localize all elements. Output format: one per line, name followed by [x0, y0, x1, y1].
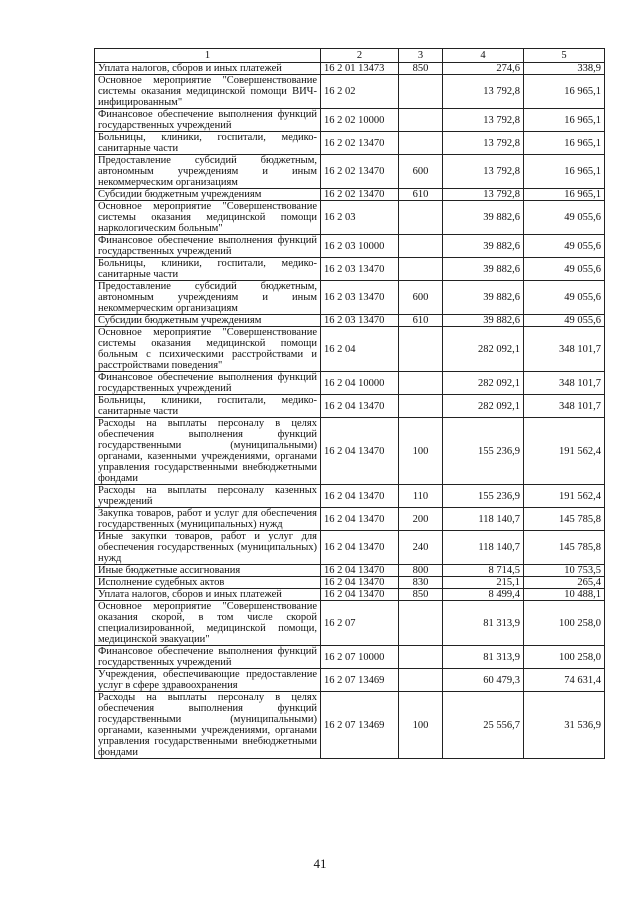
table-row — [95, 669, 605, 692]
cell-amount-col5: 10 488,1 — [524, 589, 605, 601]
cell-code: 16 2 04 10000 — [321, 372, 399, 395]
cell-amount-col4: 39 882,6 — [443, 281, 524, 315]
cell-expense-type: 610 — [399, 189, 443, 201]
cell-amount-col5: 49 055,6 — [524, 281, 605, 315]
cell-name: Финансовое обеспечение выполнения функций государственных учреждений — [95, 235, 321, 258]
budget-table — [94, 48, 605, 759]
cell-amount-col5: 16 965,1 — [524, 109, 605, 132]
table-row — [95, 63, 605, 75]
cell-amount-col5: 16 965,1 — [524, 132, 605, 155]
table-row — [95, 395, 605, 418]
table-row — [95, 577, 605, 589]
cell-expense-type — [399, 601, 443, 646]
cell-code: 16 2 03 — [321, 201, 399, 235]
cell-name: Исполнение судебных актов — [95, 577, 321, 589]
cell-expense-type — [399, 201, 443, 235]
cell-name: Основное мероприятие "Совершенствование системы оказания медицинской помощи больным с психическими расстройствами и расстройствами поведения" — [95, 327, 321, 372]
cell-code: 16 2 02 13470 — [321, 189, 399, 201]
cell-amount-col5: 348 101,7 — [524, 327, 605, 372]
cell-name: Иные закупки товаров, работ и услуг для обеспечения государственных (муниципальных) нужд — [95, 531, 321, 565]
cell-code: 16 2 04 13470 — [321, 531, 399, 565]
table-row — [95, 601, 605, 646]
cell-expense-type: 100 — [399, 692, 443, 759]
table-row — [95, 646, 605, 669]
cell-name: Иные бюджетные ассигнования — [95, 565, 321, 577]
cell-code: 16 2 04 13470 — [321, 565, 399, 577]
table-row — [95, 485, 605, 508]
cell-code: 16 2 04 13470 — [321, 485, 399, 508]
cell-code: 16 2 03 10000 — [321, 235, 399, 258]
cell-code: 16 2 04 — [321, 327, 399, 372]
cell-amount-col5: 348 101,7 — [524, 395, 605, 418]
cell-name: Учреждения, обеспечивающие предоставление услуг в сфере здравоохранения — [95, 669, 321, 692]
cell-amount-col4: 118 140,7 — [443, 531, 524, 565]
cell-amount-col5: 100 258,0 — [524, 601, 605, 646]
table-row — [95, 155, 605, 189]
cell-name: Расходы на выплаты персоналу казенных учреждений — [95, 485, 321, 508]
cell-amount-col4: 13 792,8 — [443, 189, 524, 201]
cell-amount-col4: 39 882,6 — [443, 201, 524, 235]
table-row — [95, 372, 605, 395]
cell-expense-type: 600 — [399, 155, 443, 189]
cell-name: Предоставление субсидий бюджетным, автономным учреждениям и иным некоммерческим организациям — [95, 155, 321, 189]
cell-amount-col5: 49 055,6 — [524, 258, 605, 281]
cell-expense-type — [399, 646, 443, 669]
cell-expense-type — [399, 132, 443, 155]
cell-name: Предоставление субсидий бюджетным, автономным учреждениям и иным некоммерческим организациям — [95, 281, 321, 315]
cell-expense-type — [399, 395, 443, 418]
cell-amount-col4: 39 882,6 — [443, 235, 524, 258]
cell-amount-col5: 338,9 — [524, 63, 605, 75]
cell-name: Основное мероприятие "Совершенствование системы оказания медицинской помощи ВИЧ-инфицированным" — [95, 75, 321, 109]
cell-amount-col4: 13 792,8 — [443, 75, 524, 109]
cell-amount-col4: 8 714,5 — [443, 565, 524, 577]
cell-code: 16 2 04 13470 — [321, 577, 399, 589]
table-row — [95, 418, 605, 485]
table-row — [95, 508, 605, 531]
cell-amount-col4: 8 499,4 — [443, 589, 524, 601]
cell-code: 16 2 04 13470 — [321, 395, 399, 418]
cell-amount-col5: 145 785,8 — [524, 508, 605, 531]
cell-amount-col4: 60 479,3 — [443, 669, 524, 692]
cell-amount-col5: 49 055,6 — [524, 315, 605, 327]
cell-code: 16 2 02 13470 — [321, 155, 399, 189]
table-row — [95, 589, 605, 601]
cell-name: Основное мероприятие "Совершенствование оказания скорой, в том числе скорой специализированной, медицинской помощи, медицинской эвакуации" — [95, 601, 321, 646]
cell-amount-col4: 39 882,6 — [443, 315, 524, 327]
table-header-row — [95, 49, 605, 63]
cell-amount-col4: 155 236,9 — [443, 418, 524, 485]
cell-name: Финансовое обеспечение выполнения функций государственных учреждений — [95, 109, 321, 132]
cell-expense-type: 240 — [399, 531, 443, 565]
cell-expense-type — [399, 372, 443, 395]
cell-expense-type: 600 — [399, 281, 443, 315]
table-row — [95, 235, 605, 258]
cell-expense-type — [399, 669, 443, 692]
cell-name: Расходы на выплаты персоналу в целях обеспечения выполнения функций государственными (муниципальными) органами, казенными учреждениями, органами управления государственными внебюджетными фондами — [95, 692, 321, 759]
cell-code: 16 2 07 10000 — [321, 646, 399, 669]
cell-name: Финансовое обеспечение выполнения функций государственных учреждений — [95, 372, 321, 395]
cell-amount-col4: 25 556,7 — [443, 692, 524, 759]
cell-code: 16 2 02 — [321, 75, 399, 109]
cell-name: Больницы, клиники, госпитали, медико-санитарные части — [95, 258, 321, 281]
cell-amount-col5: 16 965,1 — [524, 189, 605, 201]
cell-amount-col5: 16 965,1 — [524, 75, 605, 109]
cell-name: Субсидии бюджетным учреждениям — [95, 315, 321, 327]
cell-name: Основное мероприятие "Совершенствование системы оказания медицинской помощи наркологическим больным" — [95, 201, 321, 235]
cell-code: 16 2 01 13473 — [321, 63, 399, 75]
cell-amount-col5: 191 562,4 — [524, 485, 605, 508]
cell-expense-type: 110 — [399, 485, 443, 508]
cell-code: 16 2 04 13470 — [321, 589, 399, 601]
cell-amount-col5: 74 631,4 — [524, 669, 605, 692]
cell-name: Закупка товаров, работ и услуг для обеспечения государственных (муниципальных) нужд — [95, 508, 321, 531]
cell-name: Уплата налогов, сборов и иных платежей — [95, 63, 321, 75]
cell-amount-col5: 16 965,1 — [524, 155, 605, 189]
cell-amount-col4: 215,1 — [443, 577, 524, 589]
cell-code: 16 2 04 13470 — [321, 508, 399, 531]
cell-expense-type — [399, 109, 443, 132]
cell-amount-col4: 282 092,1 — [443, 395, 524, 418]
cell-amount-col4: 282 092,1 — [443, 372, 524, 395]
table-row — [95, 531, 605, 565]
cell-expense-type: 850 — [399, 63, 443, 75]
cell-amount-col5: 49 055,6 — [524, 235, 605, 258]
cell-amount-col5: 145 785,8 — [524, 531, 605, 565]
table-row — [95, 258, 605, 281]
cell-expense-type: 850 — [399, 589, 443, 601]
cell-code: 16 2 03 13470 — [321, 281, 399, 315]
cell-code: 16 2 03 13470 — [321, 258, 399, 281]
table-row — [95, 692, 605, 759]
cell-amount-col4: 118 140,7 — [443, 508, 524, 531]
cell-expense-type: 800 — [399, 565, 443, 577]
cell-amount-col5: 348 101,7 — [524, 372, 605, 395]
cell-expense-type — [399, 327, 443, 372]
table-row — [95, 315, 605, 327]
cell-amount-col4: 81 313,9 — [443, 646, 524, 669]
cell-name: Больницы, клиники, госпитали, медико-санитарные части — [95, 395, 321, 418]
table-row — [95, 109, 605, 132]
cell-amount-col4: 13 792,8 — [443, 155, 524, 189]
table-row — [95, 327, 605, 372]
cell-name: Финансовое обеспечение выполнения функций государственных учреждений — [95, 646, 321, 669]
table-row — [95, 201, 605, 235]
cell-code: 16 2 03 13470 — [321, 315, 399, 327]
column-header-2: 2 — [321, 49, 399, 63]
cell-expense-type: 610 — [399, 315, 443, 327]
table-body — [95, 63, 605, 759]
cell-expense-type: 100 — [399, 418, 443, 485]
cell-amount-col5: 49 055,6 — [524, 201, 605, 235]
cell-amount-col5: 100 258,0 — [524, 646, 605, 669]
cell-code: 16 2 02 10000 — [321, 109, 399, 132]
cell-amount-col5: 265,4 — [524, 577, 605, 589]
cell-code: 16 2 04 13470 — [321, 418, 399, 485]
cell-amount-col4: 13 792,8 — [443, 109, 524, 132]
cell-code: 16 2 07 13469 — [321, 669, 399, 692]
column-header-1: 1 — [95, 49, 321, 63]
table-row — [95, 132, 605, 155]
cell-code: 16 2 02 13470 — [321, 132, 399, 155]
page-number: 41 — [313, 856, 327, 871]
cell-expense-type — [399, 258, 443, 281]
cell-expense-type: 830 — [399, 577, 443, 589]
cell-name: Больницы, клиники, госпитали, медико-санитарные части — [95, 132, 321, 155]
cell-amount-col4: 282 092,1 — [443, 327, 524, 372]
cell-amount-col4: 81 313,9 — [443, 601, 524, 646]
cell-amount-col4: 13 792,8 — [443, 132, 524, 155]
column-header-3: 3 — [399, 49, 443, 63]
cell-amount-col4: 155 236,9 — [443, 485, 524, 508]
cell-code: 16 2 07 — [321, 601, 399, 646]
table-row — [95, 75, 605, 109]
table-row — [95, 281, 605, 315]
column-header-4: 4 — [443, 49, 524, 63]
cell-expense-type — [399, 75, 443, 109]
cell-code: 16 2 07 13469 — [321, 692, 399, 759]
cell-amount-col4: 274,6 — [443, 63, 524, 75]
column-header-5: 5 — [524, 49, 605, 63]
table-row — [95, 565, 605, 577]
table-row — [95, 189, 605, 201]
cell-name: Расходы на выплаты персоналу в целях обеспечения выполнения функций государственными (муниципальными) органами, казенными учреждениями, органами управления государственными внебюджетными фондами — [95, 418, 321, 485]
cell-amount-col4: 39 882,6 — [443, 258, 524, 281]
cell-amount-col5: 31 536,9 — [524, 692, 605, 759]
cell-expense-type: 200 — [399, 508, 443, 531]
cell-name: Уплата налогов, сборов и иных платежей — [95, 589, 321, 601]
cell-name: Субсидии бюджетным учреждениям — [95, 189, 321, 201]
cell-amount-col5: 10 753,5 — [524, 565, 605, 577]
cell-amount-col5: 191 562,4 — [524, 418, 605, 485]
cell-expense-type — [399, 235, 443, 258]
